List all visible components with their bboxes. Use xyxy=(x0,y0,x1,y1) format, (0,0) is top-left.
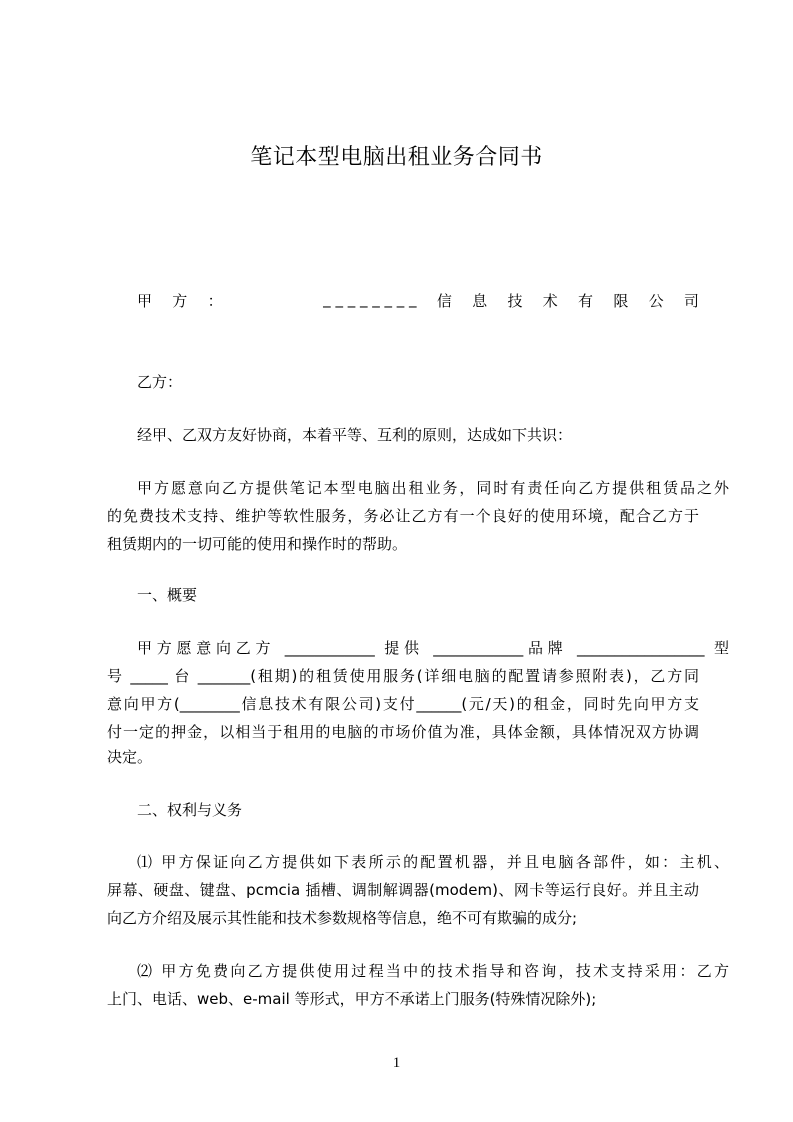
section-heading: 一、概要 xyxy=(137,586,198,604)
item2-line: ⑵ 甲方免费向乙方提供使用过程当中的技术指导和咨询，技术支持采用：乙方 xyxy=(137,962,729,980)
item1-line: ⑴ 甲方保证向乙方提供如下表所示的配置机器，并且电脑各部件，如：主机、 xyxy=(137,853,729,871)
party-a-company-char: 有 xyxy=(578,292,594,310)
intro-paragraph: 经甲、乙双方友好协商，本着平等、互利的原则，达成如下共识： xyxy=(137,426,573,444)
party-a-label-char: 方 xyxy=(172,292,188,310)
party-a-company-char: 信 xyxy=(436,292,452,310)
section-heading: 二、权利与义务 xyxy=(137,801,243,819)
party-a-label-char: 甲 xyxy=(137,292,153,310)
item1-line: 屏幕、硬盘、键盘、pcmcia 插槽、调制解调器(modem)、网卡等运行良好。并且主动 xyxy=(107,881,699,899)
item2-line: 上门、电话、web、e-mail 等形式，甲方不承诺上门服务(特殊情况除外); xyxy=(107,990,597,1008)
page-number: 1 xyxy=(392,1055,401,1071)
section1-line: 意向甲方(________信息技术有限公司)支付______(元/天)的租金，同时先向甲方支 xyxy=(107,695,699,713)
preamble-line: 租赁期内的一切可能的使用和操作时的帮助。 xyxy=(107,535,408,553)
spacer xyxy=(243,290,303,311)
item1-line: 向乙方介绍及展示其性能和技术参数规格等信息，绝不可有欺骗的成分; xyxy=(107,909,578,927)
section1-line: 号 _____ 台 _______(租期)的租赁使用服务(详细电脑的配置请参照附表)，乙方同 xyxy=(107,667,699,685)
section1-line: 甲方愿意向乙方 ____________ 提供 ____________品牌 _________________ 型 xyxy=(137,639,729,657)
party-a-company-char: 技 xyxy=(507,292,523,310)
party-a-company-char: 公 xyxy=(648,292,664,310)
party-a-blank: _ _ _ _ _ _ _ _ xyxy=(323,290,417,308)
party-b-line: 乙方： xyxy=(137,373,183,391)
section1-line: 付一定的押金，以相当于租用的电脑的市场价值为准，具体金额，具体情况双方协调 xyxy=(107,723,699,741)
party-a-label-char: ： xyxy=(207,292,223,310)
preamble-line: 甲方愿意向乙方提供笔记本型电脑出租业务，同时有责任向乙方提供租赁品之外 xyxy=(137,479,729,497)
preamble-line: 的免费技术支持、维护等软性服务，务必让乙方有一个良好的使用环境，配合乙方于 xyxy=(107,507,699,525)
party-a-company-char: 术 xyxy=(542,292,558,310)
party-a-company-char: 息 xyxy=(472,292,488,310)
party-a-line xyxy=(137,290,699,311)
party-a-company-char: 司 xyxy=(683,292,699,310)
party-a-company-char: 限 xyxy=(613,292,629,310)
page-title: 笔记本型电脑出租业务合同书 xyxy=(250,145,543,170)
section1-line: 决定。 xyxy=(107,748,153,766)
